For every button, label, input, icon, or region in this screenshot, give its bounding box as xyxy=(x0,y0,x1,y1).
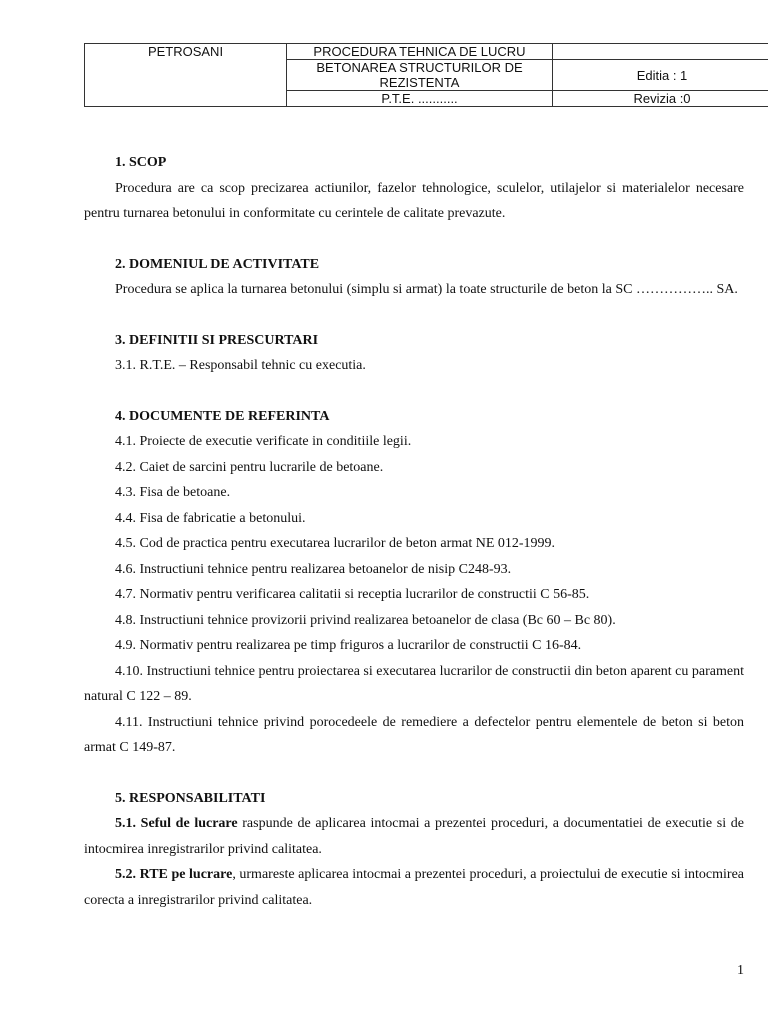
header-procedure-title: PROCEDURA TEHNICA DE LUCRU xyxy=(287,44,553,60)
reference-item: 4.1. Proiecte de executie verificate in conditiile legii. xyxy=(115,434,412,449)
section-4-title: 4. DOCUMENTE DE REFERINTA xyxy=(115,408,330,424)
section-3-title: 3. DEFINITII SI PRESCURTARI xyxy=(115,332,319,348)
section-3-item: 3.1. R.T.E. – Responsabil tehnic cu executia. xyxy=(115,358,366,373)
section-2-text: Procedura se aplica la turnarea betonului (simplu si armat) la toate structurile de beton la SC …………….. SA. xyxy=(115,282,738,297)
header-empty-cell xyxy=(553,44,768,60)
responsibility-label: 5.2. RTE pe lucrare xyxy=(115,867,233,882)
reference-item: 4.11. Instructiuni tehnice privind porocedeele de remediere a defectelor pentru elementele de beton si beton armat C 149-87. xyxy=(84,714,744,755)
header-procedure-subject: BETONAREA STRUCTURILOR DE REZISTENTA xyxy=(287,60,553,91)
reference-item: 4.8. Instructiuni tehnice provizorii privind realizarea betoanelor de clasa (Bc 60 – Bc 80). xyxy=(115,612,616,628)
header-city: PETROSANI xyxy=(85,44,287,107)
responsibility-text: raspunde de aplicarea intocmai a prezentei proceduri, a documentatiei de executie si de intocmirea inregistrarilor privind calitatea. xyxy=(84,816,744,857)
section-1-text: Procedura are ca scop precizarea actiunilor, fazelor tehnologice, sculelor, utilajelor si materialelor necesare pentru turnarea betonului in conformitate cu cerintele de calitate prevazute. xyxy=(84,180,744,221)
document-header-table xyxy=(84,43,768,107)
reference-item: 4.4. Fisa de fabricatie a betonului. xyxy=(115,510,306,526)
header-revision: Revizia :0 xyxy=(553,91,768,107)
section-2-title: 2. DOMENIUL DE ACTIVITATE xyxy=(115,256,320,272)
reference-item: 4.5. Cod de practica pentru executarea lucrarilor de beton armat NE 012-1999. xyxy=(115,536,556,551)
section-5-title: 5. RESPONSABILITATI xyxy=(115,790,266,806)
reference-item: 4.6. Instructiuni tehnice pentru realizarea betoanelor de nisip C248-93. xyxy=(115,561,512,577)
responsibility-item xyxy=(84,862,744,913)
reference-item: 4.2. Caiet de sarcini pentru lucrarile de betoane. xyxy=(115,459,384,475)
section-1-title: 1. SCOP xyxy=(115,155,167,170)
document-body xyxy=(84,150,744,913)
reference-item: 4.9. Normativ pentru realizarea pe timp friguros a lucrarilor de constructii C 16-84. xyxy=(115,638,582,653)
responsibility-text: , urmareste aplicarea intocmai a prezentei proceduri, a proiectului de executie si intocmirea corecta a inregistrarilor privind calitatea. xyxy=(84,867,744,908)
reference-item: 4.10. Instructiuni tehnice pentru proiectarea si executarea lucrarilor de constructii din beton aparent cu parament natural C 122 – 89. xyxy=(84,663,744,704)
responsibility-label: 5.1. Seful de lucrare xyxy=(115,816,238,831)
reference-item: 4.3. Fisa de betoane. xyxy=(115,485,231,500)
responsibility-item xyxy=(84,811,744,862)
header-edition: Editia : 1 xyxy=(553,60,768,91)
header-code: P.T.E. ........... xyxy=(287,91,553,107)
page-number: 1 xyxy=(737,963,744,978)
reference-item: 4.7. Normativ pentru verificarea calitatii si receptia lucrarilor de constructii C 56-85. xyxy=(115,587,590,602)
